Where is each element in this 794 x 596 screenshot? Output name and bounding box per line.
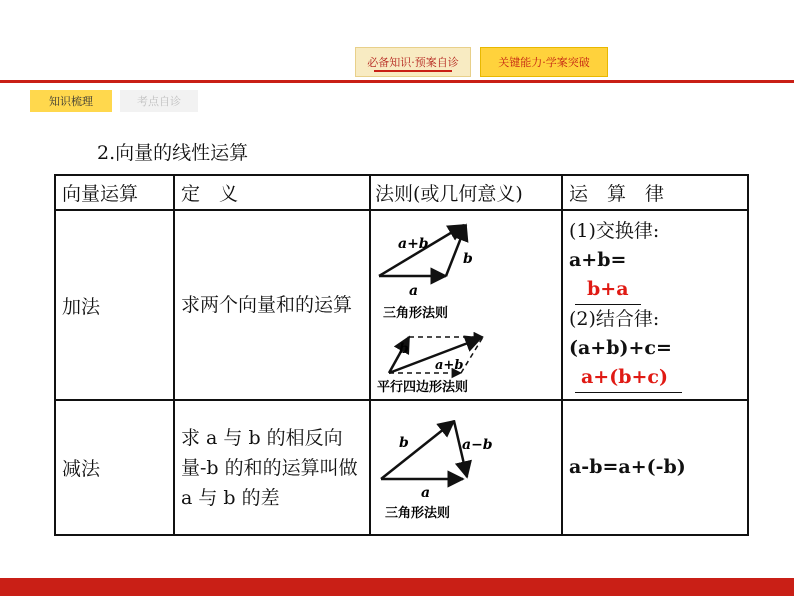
- associative-law-lhs: (a+b)+c=: [569, 337, 672, 359]
- subtab-label: 考点自诊: [137, 95, 181, 108]
- label-diff: a−b: [462, 437, 493, 453]
- caption-triangle-rule: 三角形法则: [383, 306, 449, 321]
- tab-label: 关键能力·学案突破: [498, 56, 590, 69]
- label-sum: a+b: [398, 236, 429, 252]
- header-cell: 法则(或几何意义): [370, 175, 562, 210]
- rule-diagram-subtraction: [370, 400, 562, 535]
- tab-key-abilities[interactable]: [480, 47, 608, 77]
- operation-name: 减法: [55, 400, 174, 535]
- associative-law-answer: a+(b+c): [575, 363, 682, 393]
- tab-preview-self-check[interactable]: [355, 47, 471, 77]
- tab-label: 必备知识·预案自诊: [367, 56, 459, 69]
- header-cell: 定 义: [174, 175, 370, 210]
- operation-laws-addition: [562, 210, 748, 400]
- label-b: b: [463, 251, 473, 267]
- table-row-addition: [55, 210, 748, 400]
- commutative-law-title: (1)交换律:: [569, 220, 660, 242]
- footer-bar: [0, 578, 794, 596]
- subtab-knowledge-review[interactable]: [30, 90, 112, 112]
- parallelogram-rule-diagram: [377, 337, 483, 394]
- addition-diagrams: [371, 211, 561, 394]
- subtraction-diagram: [371, 401, 561, 529]
- commutative-law-answer: b+a: [575, 275, 641, 305]
- associative-law-title: (2)结合律:: [569, 308, 660, 330]
- section-heading: 2.向量的线性运算: [97, 142, 249, 164]
- operation-name: 加法: [55, 210, 174, 400]
- header-cell: 运 算 律: [562, 175, 748, 210]
- vector-b-arrow: [381, 421, 454, 479]
- operation-definition: 求 a 与 b 的相反向量-b 的和的运算叫做 a 与 b 的差: [174, 400, 370, 535]
- operation-definition: 求两个向量和的运算: [174, 210, 370, 400]
- label-b: b: [399, 341, 409, 357]
- label-a: a: [409, 283, 419, 299]
- subtab-self-check[interactable]: [120, 90, 198, 112]
- commutative-law-lhs: a+b=: [569, 249, 627, 271]
- header-cell: 向量运算: [55, 175, 174, 210]
- label-sum: a+b: [435, 358, 464, 373]
- table-row-subtraction: [55, 400, 748, 535]
- rule-diagrams-addition: [370, 210, 562, 400]
- subtab-label: 知识梳理: [49, 95, 93, 108]
- caption-parallelogram-rule: 平行四边形法则: [377, 380, 469, 394]
- vector-operations-table: [54, 174, 749, 536]
- triangle-rule-diagram: [379, 225, 473, 321]
- operation-law-subtraction: a-b=a+(-b): [562, 400, 748, 535]
- header-rule: [0, 80, 794, 83]
- table-header-row: [55, 175, 748, 210]
- label-a: a: [421, 485, 431, 501]
- caption-triangle-rule: 三角形法则: [385, 506, 451, 521]
- label-b: b: [399, 435, 409, 451]
- active-tab-underline: [374, 70, 452, 72]
